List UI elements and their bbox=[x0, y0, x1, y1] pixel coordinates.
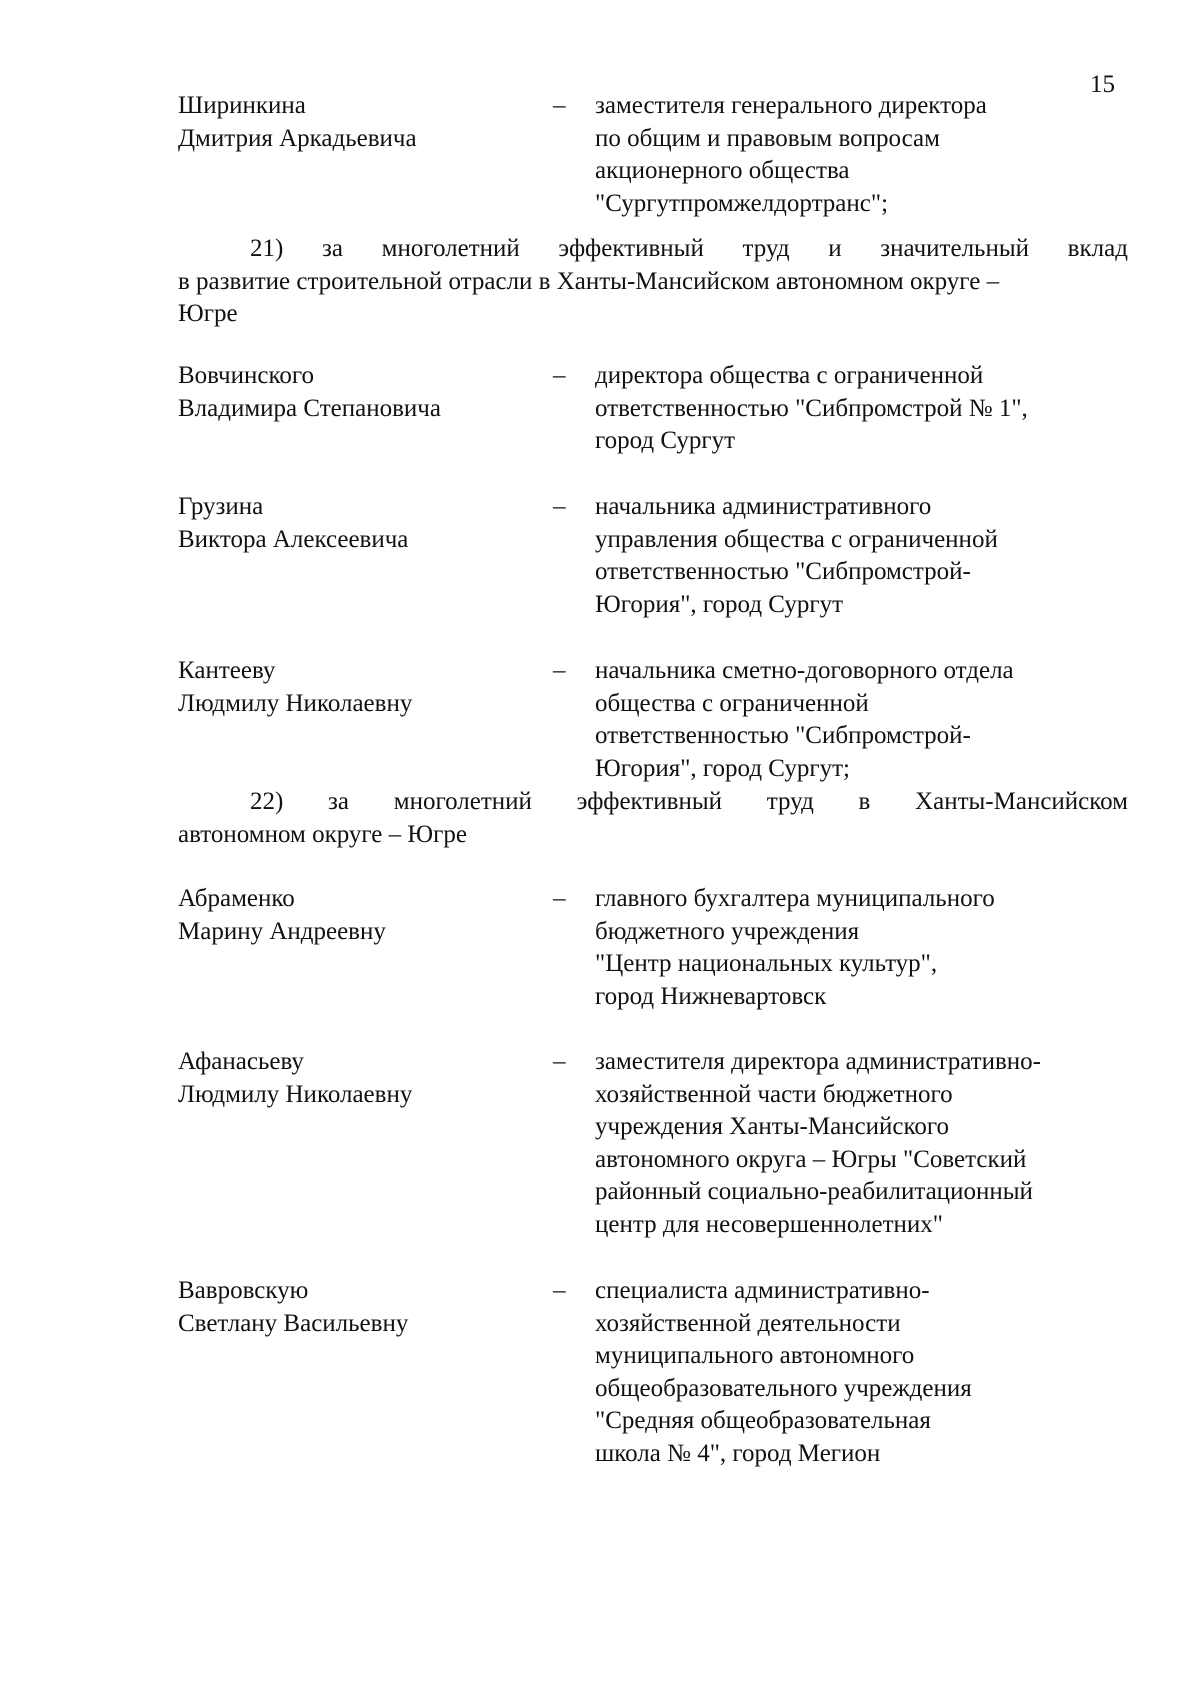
position-description bbox=[595, 90, 1135, 220]
position-line: начальника сметно-договорного отдела bbox=[595, 657, 1014, 684]
position-line: город Сургут bbox=[595, 427, 736, 454]
position-line: учреждения Ханты-Мансийского bbox=[595, 1113, 950, 1140]
dash-separator: – bbox=[553, 1048, 566, 1075]
position-line: Югория", город Сургут; bbox=[595, 754, 850, 782]
clause-word: за bbox=[321, 235, 343, 262]
clause-word: эффективный bbox=[558, 235, 704, 262]
given-names: Людмилу Николаевну bbox=[178, 1080, 413, 1108]
person-name bbox=[178, 491, 538, 556]
award-clause bbox=[178, 233, 1128, 331]
position-line: ответственностью "Сибпромстрой № 1", bbox=[595, 394, 1028, 422]
position-description bbox=[595, 655, 1135, 785]
clause-first-line bbox=[178, 233, 1128, 266]
given-names: Марину Андреевну bbox=[178, 917, 386, 945]
given-names: Людмилу Николаевну bbox=[178, 689, 413, 717]
position-description bbox=[595, 491, 1135, 621]
surname: Грузина bbox=[178, 493, 264, 520]
dash-separator: – bbox=[553, 493, 566, 520]
clause-word: труд bbox=[742, 235, 790, 262]
position-line: ответственностью "Сибпромстрой- bbox=[595, 558, 971, 585]
position-line: управления общества с ограниченной bbox=[595, 525, 998, 553]
clause-word: многолетний bbox=[393, 788, 532, 815]
position-description bbox=[595, 1046, 1135, 1241]
position-line: специалиста административно- bbox=[595, 1277, 930, 1304]
clause-line: автономном округе – Югре bbox=[178, 820, 467, 848]
page-number: 15 bbox=[1090, 71, 1115, 98]
position-line: заместителя генерального директора bbox=[595, 92, 987, 119]
dash-separator: – bbox=[553, 885, 566, 912]
position-description bbox=[595, 883, 1135, 1013]
position-line: "Средняя общеобразовательная bbox=[595, 1407, 931, 1434]
position-line: школа № 4", город Мегион bbox=[595, 1439, 881, 1467]
clause-word: эффективный bbox=[576, 788, 723, 815]
dash-separator: – bbox=[553, 1277, 566, 1304]
person-name bbox=[178, 883, 538, 948]
clause-word: вклад bbox=[1067, 235, 1128, 262]
position-line: директора общества с ограниченной bbox=[595, 362, 984, 389]
person-name bbox=[178, 1046, 538, 1111]
surname: Ширинкина bbox=[178, 92, 306, 119]
given-names: Владимира Степановича bbox=[178, 394, 441, 422]
position-line: ответственностью "Сибпромстрой- bbox=[595, 722, 971, 749]
position-line: "Сургутпромжелдортранс"; bbox=[595, 189, 889, 217]
dash-separator: – bbox=[553, 362, 566, 389]
clause-word: за bbox=[328, 788, 350, 815]
dash-separator: – bbox=[553, 92, 566, 119]
clause-line: Югре bbox=[178, 300, 238, 327]
position-description bbox=[595, 360, 1135, 458]
given-names: Светлану Васильевну bbox=[178, 1309, 409, 1337]
dash-separator: – bbox=[553, 657, 566, 684]
surname: Вовчинского bbox=[178, 362, 314, 389]
position-description bbox=[595, 1275, 1135, 1470]
position-line: акционерного общества bbox=[595, 157, 850, 184]
person-name bbox=[178, 1275, 538, 1340]
clause-word: многолетний bbox=[381, 235, 520, 262]
position-line: по общим и правовым вопросам bbox=[595, 124, 940, 152]
surname: Абраменко bbox=[178, 885, 295, 912]
clause-line: в развитие строительной отрасли в Ханты-Мансийском автономном округе – bbox=[178, 267, 1000, 295]
person-name bbox=[178, 655, 538, 720]
person-name bbox=[178, 90, 538, 155]
surname: Кантееву bbox=[178, 657, 276, 684]
position-line: центр для несовершеннолетних" bbox=[595, 1210, 943, 1238]
position-line: начальника административного bbox=[595, 493, 932, 520]
clause-word: в bbox=[858, 788, 871, 815]
clause-word: 21) bbox=[250, 235, 284, 262]
position-line: "Центр национальных культур", bbox=[595, 950, 938, 977]
clause-word: значительный bbox=[880, 235, 1030, 262]
position-line: Югория", город Сургут bbox=[595, 590, 844, 618]
position-line: бюджетного учреждения bbox=[595, 917, 860, 945]
clause-word: и bbox=[828, 235, 842, 262]
given-names: Виктора Алексеевича bbox=[178, 525, 409, 553]
award-clause bbox=[178, 786, 1128, 851]
person-name bbox=[178, 360, 538, 425]
surname: Вавровскую bbox=[178, 1277, 309, 1304]
clause-first-line bbox=[178, 786, 1128, 819]
position-line: заместителя директора административно- bbox=[595, 1048, 1041, 1075]
clause-word: 22) bbox=[250, 788, 284, 815]
position-line: город Нижневартовск bbox=[595, 982, 827, 1010]
position-line: главного бухгалтера муниципального bbox=[595, 885, 995, 912]
position-line: общества с ограниченной bbox=[595, 689, 869, 717]
clause-word: труд bbox=[766, 788, 814, 815]
position-line: районный социально-реабилитационный bbox=[595, 1178, 1033, 1205]
given-names: Дмитрия Аркадьевича bbox=[178, 124, 417, 152]
position-line: хозяйственной деятельности bbox=[595, 1309, 901, 1337]
surname: Афанасьеву bbox=[178, 1048, 304, 1075]
position-line: общеобразовательного учреждения bbox=[595, 1374, 972, 1402]
position-line: автономного округа – Югры "Советский bbox=[595, 1145, 1027, 1173]
position-line: хозяйственной части бюджетного bbox=[595, 1080, 953, 1108]
position-line: муниципального автономного bbox=[595, 1342, 915, 1369]
clause-word: Ханты-Мансийском bbox=[915, 788, 1128, 815]
